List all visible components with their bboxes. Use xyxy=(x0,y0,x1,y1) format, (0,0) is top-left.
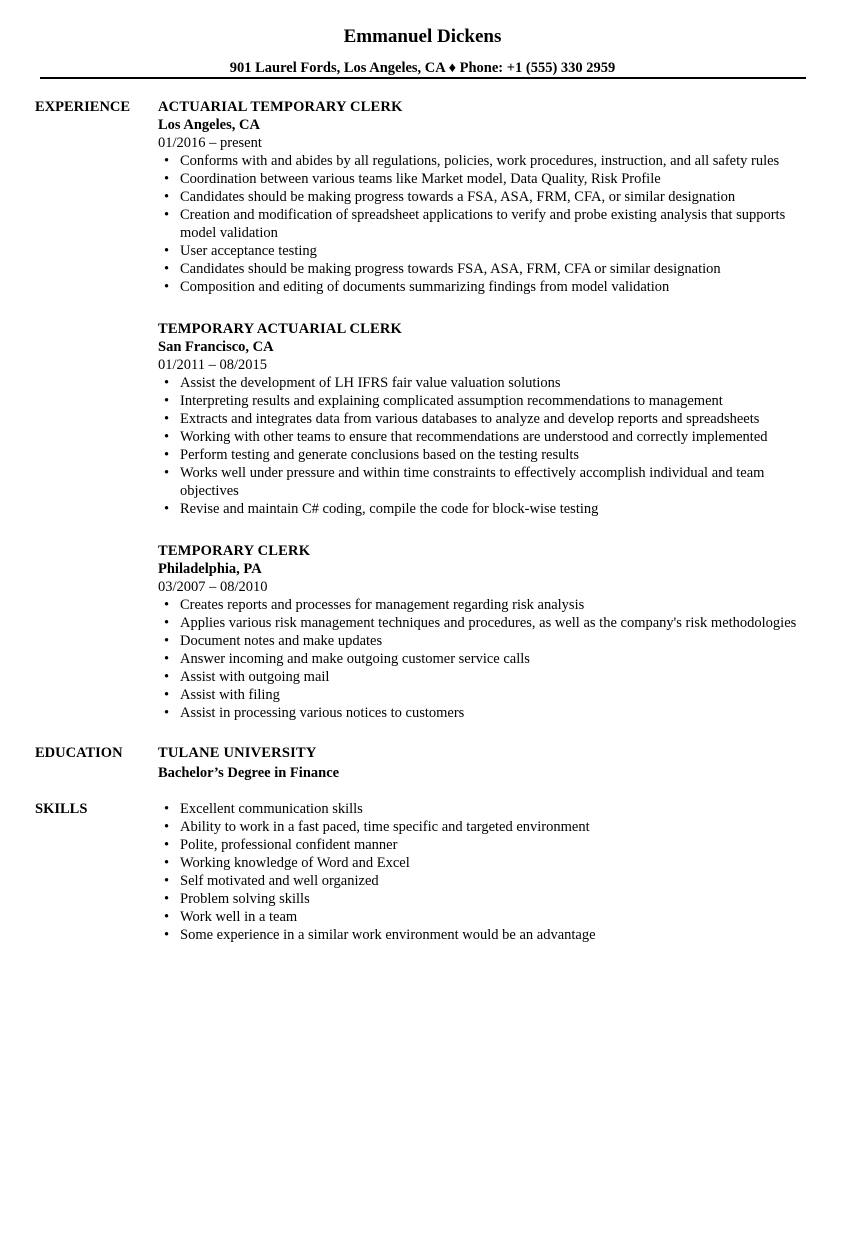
section-title-experience: EXPERIENCE xyxy=(35,99,131,115)
bullet-item: • Extracts and integrates data from various databases to analyze and develop reports and spreadsheets xyxy=(158,410,818,428)
bullet-item: • Answer incoming and make outgoing customer service calls xyxy=(158,650,818,668)
job-entry xyxy=(158,542,818,722)
skill-item: • Working knowledge of Word and Excel xyxy=(158,854,818,872)
job-entry xyxy=(158,98,818,296)
bullet-item: • Candidates should be making progress towards a FSA, ASA, FRM, CFA, or similar designation xyxy=(158,188,818,206)
bullet-item: • Conforms with and abides by all regulations, policies, work procedures, instruction, and all safety rules xyxy=(158,152,818,170)
bullet-item: • Perform testing and generate conclusions based on the testing results xyxy=(158,446,818,464)
job-location: Philadelphia, PA xyxy=(158,561,262,577)
skill-item: • Some experience in a similar work environment would be an advantage xyxy=(158,926,818,944)
skill-item: • Self motivated and well organized xyxy=(158,872,818,890)
job-bullets xyxy=(158,374,818,518)
section-title-skills: SKILLS xyxy=(35,801,88,817)
bullet-item: • Assist with filing xyxy=(158,686,818,704)
bullet-item: • Creation and modification of spreadsheet applications to verify and probe existing analysis that supports model validation xyxy=(158,206,818,242)
bullet-item: • Assist in processing various notices to customers xyxy=(158,704,818,722)
bullet-item: • User acceptance testing xyxy=(158,242,818,260)
bullet-item: • Candidates should be making progress towards FSA, ASA, FRM, CFA or similar designation xyxy=(158,260,818,278)
skills-list xyxy=(158,800,818,944)
bullet-item: • Coordination between various teams like Market model, Data Quality, Risk Profile xyxy=(158,170,818,188)
school-name: TULANE UNIVERSITY xyxy=(158,745,317,761)
bullet-item: • Works well under pressure and within time constraints to effectively accomplish individual and team objectives xyxy=(158,464,818,500)
degree: Bachelor’s Degree in Finance xyxy=(158,765,340,781)
bullet-item: • Working with other teams to ensure that recommendations are understood and correctly implemented xyxy=(158,428,818,446)
skill-item: • Excellent communication skills xyxy=(158,800,818,818)
bullet-item: • Revise and maintain C# coding, compile the code for block-wise testing xyxy=(158,500,818,518)
job-dates: 01/2016 – present xyxy=(158,135,262,151)
experience-body xyxy=(158,98,818,722)
job-location: San Francisco, CA xyxy=(158,339,274,355)
skill-item: • Ability to work in a fast paced, time specific and targeted environment xyxy=(158,818,818,836)
skill-item: • Problem solving skills xyxy=(158,890,818,908)
job-bullets xyxy=(158,596,818,722)
contact-line: 901 Laurel Fords, Los Angeles, CA ♦ Phone: +1 (555) 330 2959 xyxy=(229,60,616,76)
job-dates: 01/2011 – 08/2015 xyxy=(158,357,268,373)
job-dates: 03/2007 – 08/2010 xyxy=(158,579,268,595)
bullet-item: • Document notes and make updates xyxy=(158,632,818,650)
header-divider xyxy=(40,77,806,79)
skills-body xyxy=(158,800,818,944)
section-title-education: EDUCATION xyxy=(35,745,123,761)
candidate-name: Emmanuel Dickens xyxy=(343,26,502,47)
bullet-item: • Applies various risk management techniques and procedures, as well as the company's risk methodologies xyxy=(158,614,818,632)
bullet-item: • Assist with outgoing mail xyxy=(158,668,818,686)
job-title: TEMPORARY CLERK xyxy=(158,543,311,559)
job-title: TEMPORARY ACTUARIAL CLERK xyxy=(158,321,403,337)
bullet-item: • Composition and editing of documents summarizing findings from model validation xyxy=(158,278,818,296)
bullet-item: • Creates reports and processes for management regarding risk analysis xyxy=(158,596,818,614)
job-location: Los Angeles, CA xyxy=(158,117,260,133)
skill-item: • Work well in a team xyxy=(158,908,818,926)
skill-item: • Polite, professional confident manner xyxy=(158,836,818,854)
job-entry xyxy=(158,320,818,518)
education-body xyxy=(158,744,818,782)
bullet-item: • Assist the development of LH IFRS fair value valuation solutions xyxy=(158,374,818,392)
job-title: ACTUARIAL TEMPORARY CLERK xyxy=(158,99,403,115)
job-bullets xyxy=(158,152,818,296)
bullet-item: • Interpreting results and explaining complicated assumption recommendations to management xyxy=(158,392,818,410)
